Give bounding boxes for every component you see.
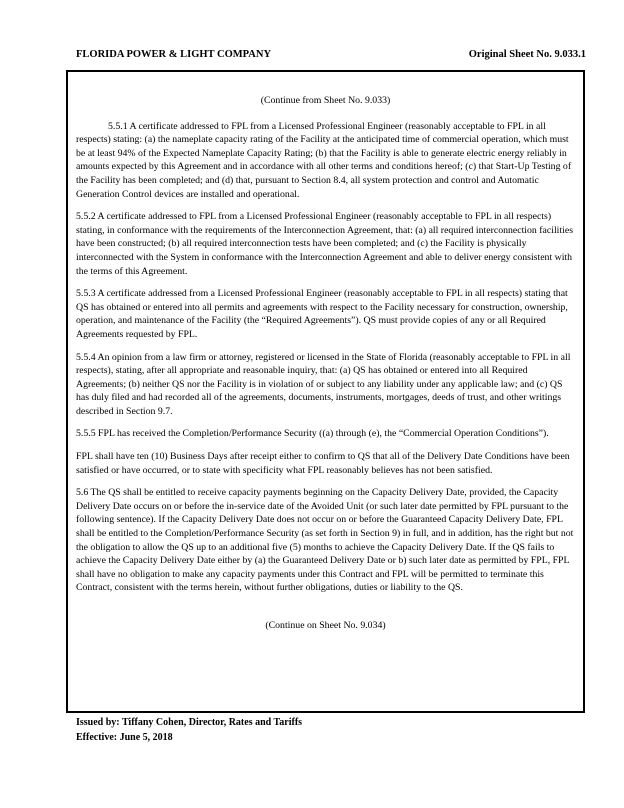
sheet-number: Original Sheet No. 9.033.1: [468, 49, 586, 60]
paragraph-5-5-5: 5.5.5 FPL has received the Completion/Performance Security ((a) through (e), the “Commercial Operation Conditions”).: [76, 428, 549, 440]
page-header: [76, 49, 586, 60]
continue-from-note: (Continue from Sheet No. 9.033): [260, 95, 391, 106]
paragraph-5-5-4: 5.5.4 An opinion from a law firm or attorney, registered or licensed in the State of Florida (reasonably acceptable to FPL in all respects), stating, after all appropriate and reasonable inquiry, that: (a) QS has obtained or entered into all Required Agreements; (b) neither QS nor the Facility is in violation of or subject to any liability under any applicable law; and (c) QS has duly filed and had recorded all of the agreements, documents, instruments, mortgages, deeds of trust, and other writings described in Section 9.7.: [76, 351, 571, 417]
paragraph-confirmation: FPL shall have ten (10) Business Days after receipt either to confirm to QS that all of the Delivery Date Conditions have been satisfied or have occurred, or to state with specificity what FPL reasonably believes has not been satisfied.: [76, 451, 570, 476]
page-footer: [76, 715, 302, 745]
paragraph-5-5-3: 5.5.3 A certificate addressed from a Licensed Professional Engineer (reasonably acceptable to FPL in all respects) stating that QS has obtained or entered into all permits and agreements with respect to the Facility necessary for construction, ownership, operation, and maintenance of the Facility (the “Required Agreements”). QS must provide copies of any or all Required Agreements requested by FPL.: [76, 288, 568, 340]
paragraph-5-5-1: 5.5.1 A certificate addressed to FPL from a Licensed Professional Engineer (reasonably acceptable to FPL in all respects) stating: (a) the nameplate capacity rating of the Facility at the anticipated time of commercial operation, which must be at least 94% of the Expected Nameplate Capacity Rating; (b) that the Facility is able to generate electric energy reliably in amounts expected by this Agreement and in accordance with all other terms and conditions hereof; (c) that Start-Up Testing of the Facility has been completed; and (d) that, pursuant to Section 8.4, all system protection and control and Automatic Generation Control devices are installed and operational.: [76, 120, 572, 200]
paragraph-5-5-2: 5.5.2 A certificate addressed to FPL from a Licensed Professional Engineer (reasonably acceptable to FPL in all respects) stating, in conformance with the requirements of the Interconnection Agreement, that: (a) all required interconnection facilities have been constructed; (b) all required interconnection tests have been completed; and (c) the Facility is physically interconnected with the System in conformance with the Interconnection Agreement and able to deliver energy consistent with the terms of this Agreement.: [76, 211, 574, 277]
company-name: FLORIDA POWER & LIGHT COMPANY: [76, 49, 272, 60]
continue-on-note: (Continue on Sheet No. 9.034): [265, 620, 386, 631]
tariff-sheet-frame: [66, 70, 585, 713]
effective-date: Effective: June 5, 2018: [76, 732, 173, 743]
issued-by: Issued by: Tiffany Cohen, Director, Rates and Tariffs: [76, 717, 303, 728]
tariff-body: [76, 94, 575, 604]
paragraph-5-6: 5.6 The QS shall be entitled to receive capacity payments beginning on the Capacity Delivery Date, provided, the Capacity Delivery Date occurs on or before the in-service date of the Avoided Unit (or such later date permitted by FPL pursuant to the following sentence). If the Capacity Delivery Date does not occur on or before the Guaranteed Capacity Delivery Date, FPL shall be entitled to the Completion/Performance Security (as set forth in Section 9) in full, and in addition, has the right but not the obligation to allow the QS up to an additional five (5) months to achieve the Capacity Delivery Date. If the QS fails to achieve the Capacity Delivery Date either by (a) the Guaranteed Delivery Date or b) such later date as permitted by FPL, FPL shall have no obligation to make any capacity payments under this Contract and FPL will be permitted to terminate this Contract, consistent with the terms herein, without further obligations, duties or liability to the QS.: [76, 487, 574, 594]
